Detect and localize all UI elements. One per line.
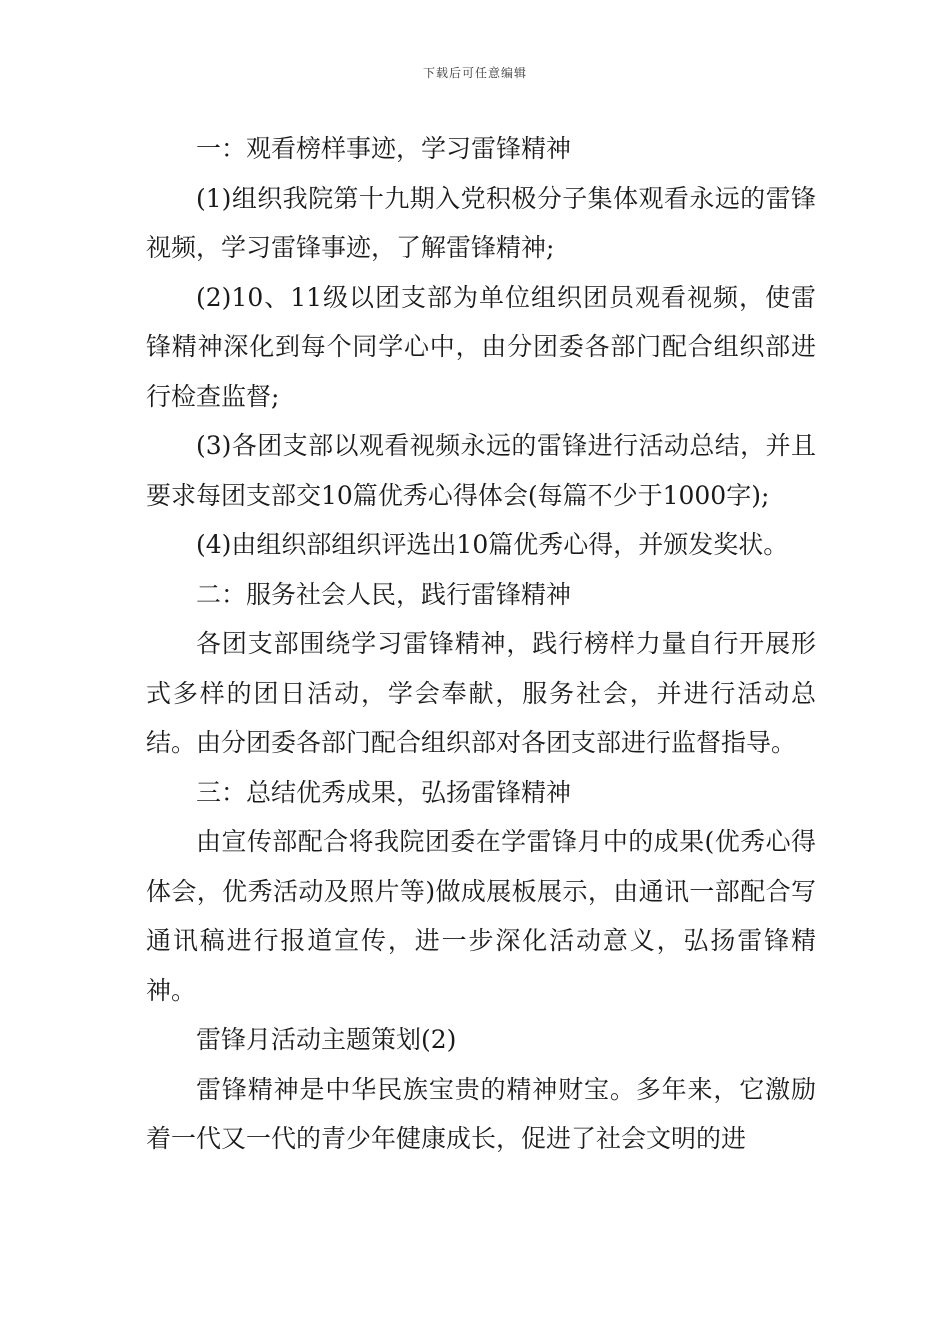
paragraph: 雷锋精神是中华民族宝贵的精神财宝。多年来，它激励着一代又一代的青少年健康成长，促进了社会文明的进 [146,1074,816,1153]
paragraph: (1)组织我院第十九期入党积极分子集体观看永远的雷锋视频，学习雷锋事迹，了解雷锋精神; [146,183,816,262]
subtitle: 雷锋月活动主题策划(2) [196,1025,457,1054]
section-heading-2: 二：服务社会人民，践行雷锋精神 [196,579,572,609]
page-header: 下载后可任意编辑 [422,66,527,80]
paragraph: (2)10、11级以团支部为单位组织团员观看视频，使雷锋精神深化到每个同学心中，由分团委各部门配合组织部进行检查监督; [146,282,816,411]
paragraph: (3)各团支部以观看视频永远的雷锋进行活动总结，并且要求每团支部交10篇优秀心得体会(每篇不少于1000字); [146,431,816,510]
paragraph: 由宣传部配合将我院团委在学雷锋月中的成果(优秀心得体会，优秀活动及照片等)做成展板展示，由通讯一部配合写通讯稿进行报道宣传，进一步深化活动意义，弘扬雷锋精神。 [146,827,816,1005]
section-heading-3: 三：总结优秀成果，弘扬雷锋精神 [196,777,572,807]
paragraph: 各团支部围绕学习雷锋精神，践行榜样力量自行开展形式多样的团日活动，学会奉献，服务社会，并进行活动总结。由分团委各部门配合组织部对各团支部进行监督指导。 [146,629,816,757]
section-heading-1: 一：观看榜样事迹，学习雷锋精神 [196,134,572,163]
document-body [146,124,816,1164]
paragraph: (4)由组织部组织评选出10篇优秀心得，并颁发奖状。 [196,530,789,559]
